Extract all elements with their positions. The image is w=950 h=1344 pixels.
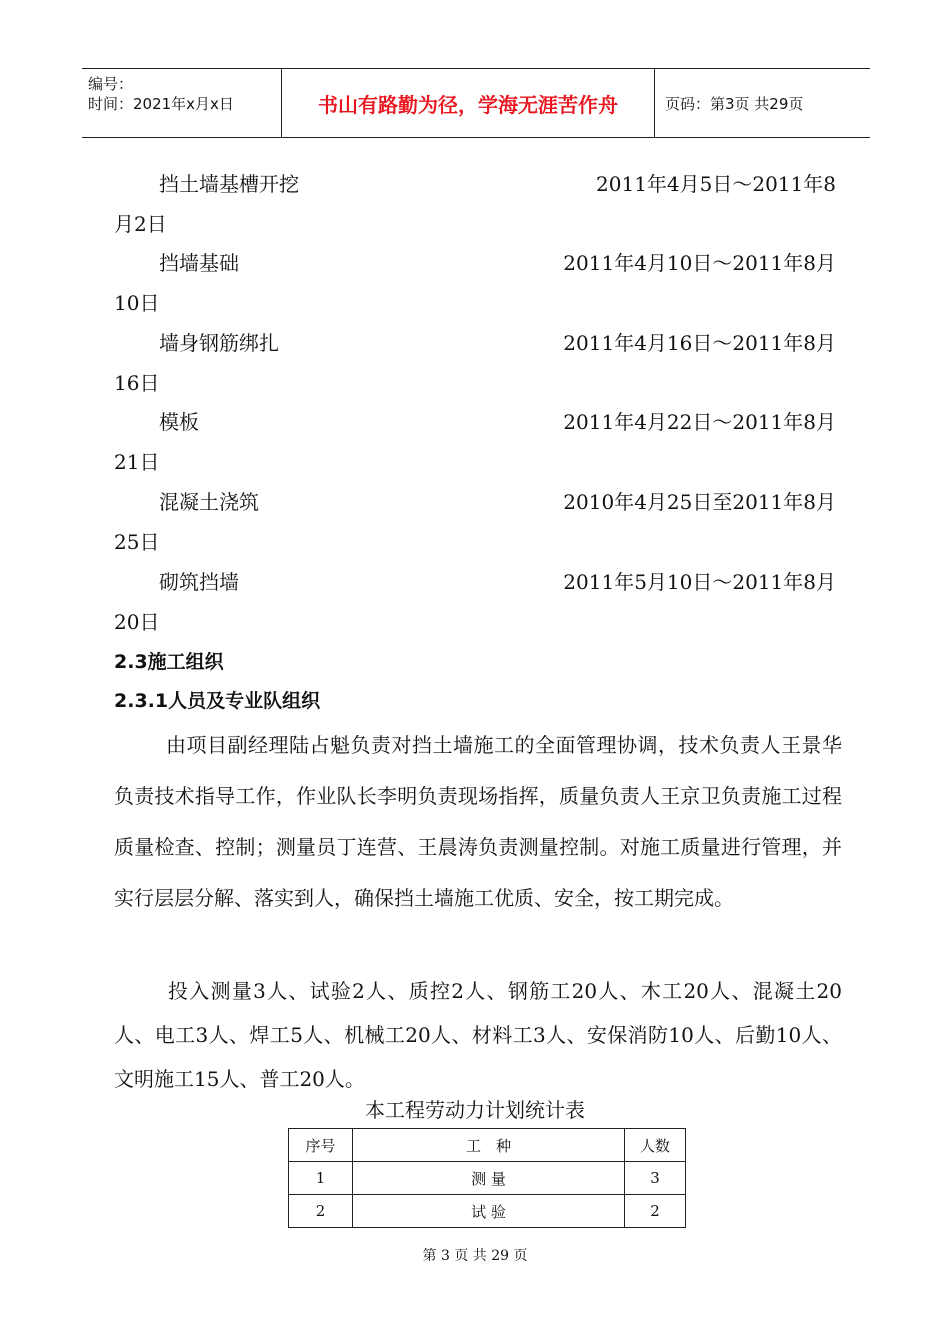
labor-table [288,1128,686,1228]
schedule-range: 2011年5月10日～2011年8月 [563,570,836,594]
schedule-task: 墙身钢筋绑扎 [159,331,279,355]
column-header: 人数 [625,1129,686,1162]
doc-number-label: 编号： [88,75,134,93]
schedule-range: 2011年4月16日～2011年8月 [563,331,836,355]
schedule-range-cont: 21日 [114,450,160,474]
page-header [82,68,870,138]
schedule-task: 挡墙基础 [159,251,239,275]
header-page-cell [655,69,870,137]
header-motto: 书山有路勤为径，学海无涯苦作舟 [318,92,618,117]
header-page-label: 页码：第3页 共29页 [665,94,804,113]
schedule-range-cont: 16日 [114,371,160,395]
subsection-heading: 2.3.1人员及专业队组织 [114,690,321,712]
table-row [289,1162,686,1195]
schedule-range-cont: 10日 [114,291,160,315]
table-title: 本工程劳动力计划统计表 [365,1098,585,1122]
personnel-paragraph: 由项目副经理陆占魁负责对挡土墙施工的全面管理协调，技术负责人王景华负责技术指导工作，作业队长李明负责现场指挥，质量负责人王京卫负责施工过程质量检查、控制；测量员丁连营、王晨涛负责测量控制。对施工质量进行管理，并实行层层分解、落实到人，确保挡土墙施工优质、安全，按工期完成。 [114,733,842,910]
schedule-task: 模板 [159,410,199,434]
header-motto-cell [282,69,655,137]
doc-date-label: 时间：2021年x月x日 [88,95,234,113]
page-footer: 第 3 页 共 29 页 [422,1248,528,1264]
workforce-paragraph: 投入测量3人、试验2人、质控2人、钢筋工20人、木工20人、混凝土20人、电工3人、焊工5人、机械工20人、材料工3人、安保消防10人、后勤10人、文明施工15人、普工20人。 [114,979,842,1091]
table-cell: 2 [625,1195,686,1228]
schedule-range-cont: 月2日 [114,212,167,236]
schedule-range: 2011年4月5日～2011年8 [596,172,836,196]
schedule-range-cont: 20日 [114,610,160,634]
table-cell: 测 量 [353,1162,625,1195]
section-heading: 2.3施工组织 [114,651,224,673]
column-header: 工 种 [353,1129,625,1162]
schedule-range: 2010年4月25日至2011年8月 [563,490,836,514]
column-header: 序号 [289,1129,353,1162]
schedule-task: 砌筑挡墙 [159,570,239,594]
schedule-range: 2011年4月22日～2011年8月 [563,410,836,434]
schedule-range: 2011年4月10日～2011年8月 [563,251,836,275]
header-meta-cell [82,69,282,137]
schedule-task: 挡土墙基槽开挖 [159,172,299,196]
table-cell: 3 [625,1162,686,1195]
table-header-row [289,1129,686,1162]
table-cell: 2 [289,1195,353,1228]
schedule-range-cont: 25日 [114,530,160,554]
schedule-task: 混凝土浇筑 [159,490,259,514]
table-cell: 试 验 [353,1195,625,1228]
table-cell: 1 [289,1162,353,1195]
table-row [289,1195,686,1228]
